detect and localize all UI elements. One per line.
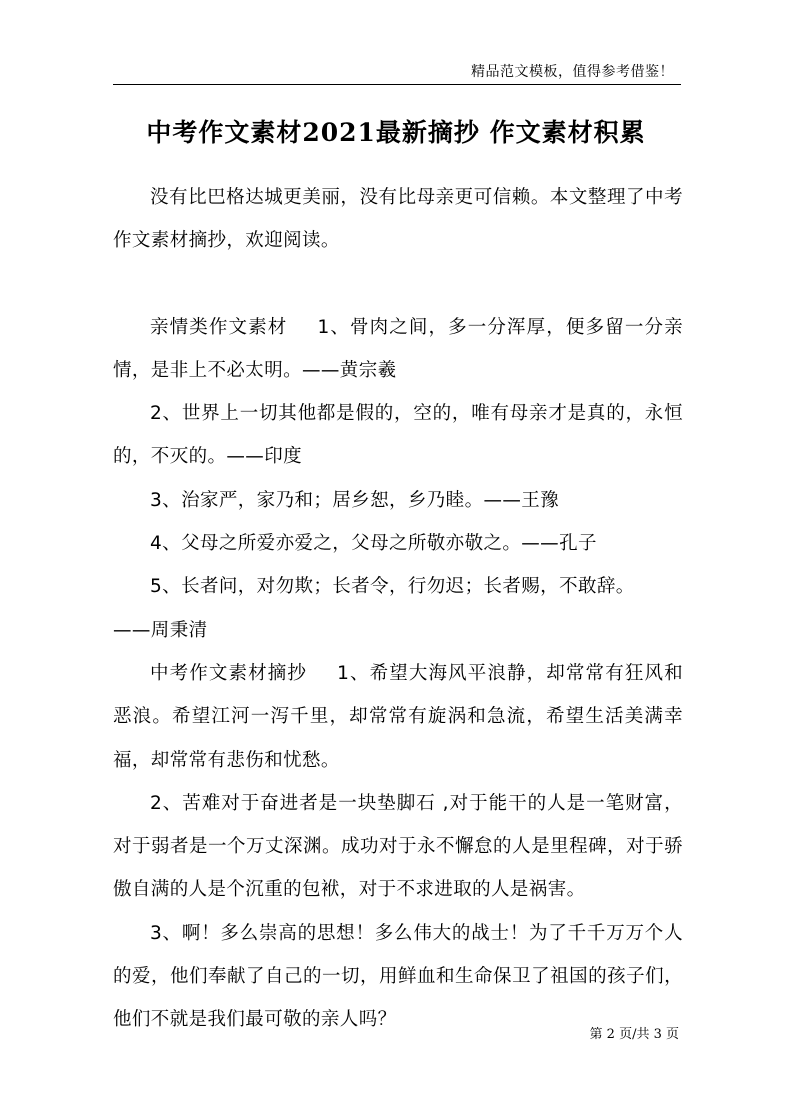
- paragraph: [113, 306, 683, 393]
- paragraph: [113, 652, 683, 782]
- list-item: 2、苦难对于奋进者是一块垫脚石 ,对于能干的人是一笔财富，对于弱者是一个万丈深渊。成功对于永不懈怠的人是里程碑，对于骄傲自满的人是个沉重的包袱，对于不求进取的人是祸害。: [113, 792, 683, 901]
- intro-paragraph: 没有比巴格达城更美丽，没有比母亲更可信赖。本文整理了中考作文素材摘抄，欢迎阅读。: [113, 187, 683, 252]
- list-item: 2、世界上一切其他都是假的，空的，唯有母亲才是真的，永恒的，不灭的。——印度: [113, 403, 683, 468]
- list-item: 3、治家严，家乃和；居乡恕，乡乃睦。——王豫: [150, 489, 560, 511]
- list-item: 1、希望大海风平浪静，却常常有狂风和恶浪。希望江河一泻千里，却常常有旋涡和急流，希望生活美满幸福，却常常有悲伤和忧愁。: [113, 662, 683, 771]
- list-item: 3、啊！多么崇高的思想！多么伟大的战士！为了千千万万个人的爱，他们奉献了自己的一切，用鲜血和生命保卫了祖国的孩子们，他们不就是我们最可敬的亲人吗？: [113, 922, 683, 1031]
- attribution: ——周秉清: [113, 619, 208, 641]
- header-divider: [113, 84, 681, 85]
- page-number: 第 2 页/共 3 页: [589, 1027, 679, 1042]
- list-item: 5、长者问，对勿欺；长者令，行勿迟；长者赐，不敢辞。: [150, 576, 635, 598]
- list-item: 4、父母之所爱亦爱之，父母之所敬亦敬之。——孔子: [150, 533, 597, 555]
- header-note: 精品范文模板，值得参考借鉴！: [471, 64, 674, 80]
- list-item: 1、骨肉之间，多一分浑厚，便多留一分亲情，是非上不必太明。——黄宗羲: [113, 316, 683, 381]
- section-heading: 中考作文素材摘抄: [150, 662, 308, 684]
- section-heading: 亲情类作文素材: [150, 316, 288, 338]
- document-body: [113, 176, 683, 1042]
- document-title: 中考作文素材2021最新摘抄 作文素材积累: [146, 118, 646, 147]
